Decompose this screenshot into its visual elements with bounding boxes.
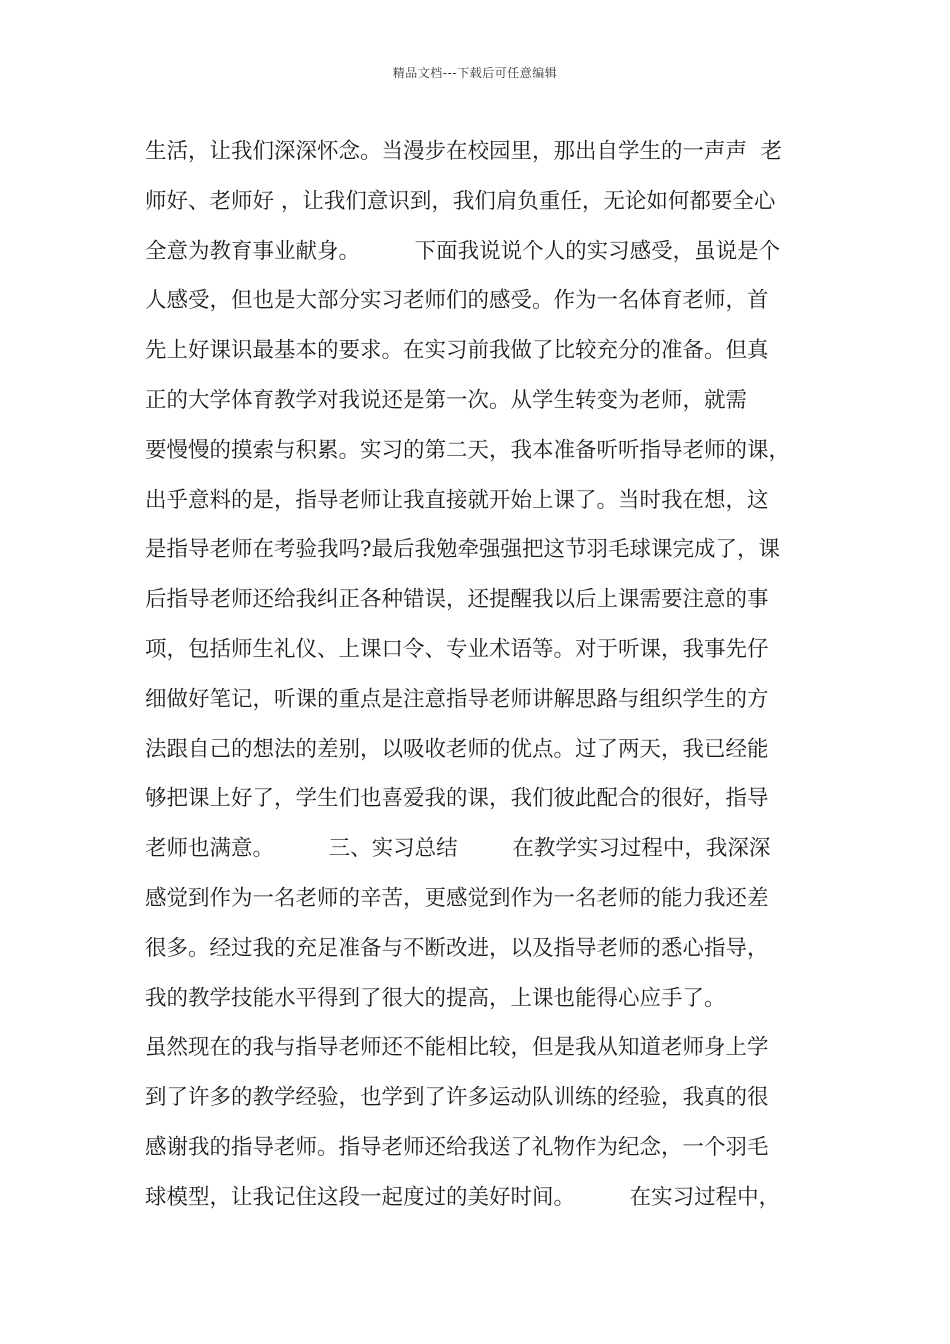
text-line: 生活，让我们深深怀念。当漫步在校园里，那出自学生的一声声 老 [145,139,783,164]
text-line: 人感受，但也是大部分实习老师们的感受。作为一名体育老师，首 [145,288,769,314]
text-line: 够把课上好了，学生们也喜爱我的课，我们彼此配合的很好，指导 [145,786,769,812]
text-line: 到了许多的教学经验，也学到了许多运动队训练的经验，我真的很 [145,1085,769,1111]
text-line: 师好、老师好 ，让我们意识到，我们肩负重任，无论如何都要全心 [145,188,776,214]
text-line: 老师也满意。 三、实习总结 在教学实习过程中，我深深 [145,836,771,862]
text-line: 很多。经过我的充足准备与不断改进，以及指导老师的悉心指导， [145,935,769,961]
text-line: 感觉到作为一名老师的辛苦，更感觉到作为一名老师的能力我还差 [145,885,769,911]
text-line: 法跟自己的想法的差别，以吸收老师的优点。过了两天，我已经能 [145,736,769,762]
text-line: 细做好笔记，听课的重点是注意指导老师讲解思路与组织学生的方 [145,686,769,712]
text-line: 后指导老师还给我纠正各种错误，还提醒我以后上课需要注意的事 [145,587,769,613]
body-text [145,127,835,1223]
page-header: 精品文档---下载后可任意编辑 [392,66,558,80]
text-line: 出乎意料的是，指导老师让我直接就开始上课了。当时我在想，这 [145,487,769,513]
text-line: 项，包括师生礼仪、上课口令、专业术语等。对于听课，我事先仔 [145,636,769,662]
text-line: 感谢我的指导老师。指导老师还给我送了礼物作为纪念，一个羽毛 [145,1134,769,1160]
text-line: 先上好课识最基本的要求。在实习前我做了比较充分的准备。但真 [145,338,769,364]
text-line: 要慢慢的摸索与积累。实习的第二天，我本准备听听指导老师的课， [145,437,791,463]
text-line: 我的教学技能水平得到了很大的提高，上课也能得心应手了。 [145,985,726,1011]
text-line: 虽然现在的我与指导老师还不能相比较，但是我从知道老师身上学 [145,1035,769,1061]
text-line: 是指导老师在考验我吗?最后我勉牵强强把这节羽毛球课完成了，课 [145,537,781,563]
text-line: 全意为教育事业献身。 下面我说说个人的实习感受，虽说是个 [145,238,781,264]
text-line: 正的大学体育教学对我说还是第一次。从学生转变为老师，就需 [145,387,748,413]
text-line: 球模型，让我记住这段一起度过的美好时间。 在实习过程中， [145,1184,781,1210]
